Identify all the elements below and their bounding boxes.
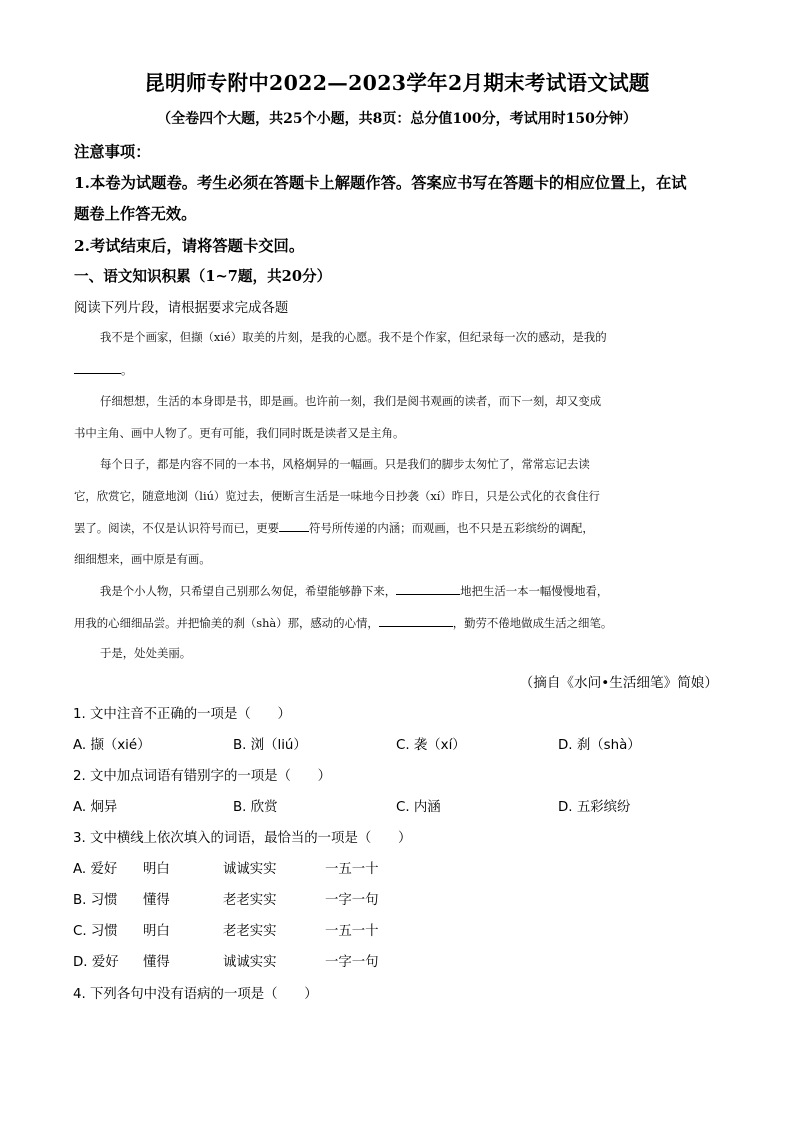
option-word: 一字一句 [325,893,379,908]
passage-p4-line-1-text-b: 地把生活一本一幅慢慢地看， [460,584,609,598]
fill-blank-1 [74,361,121,374]
question-3-option-d [73,951,379,970]
question-3-option-c [73,920,379,939]
passage-p4-line-2-text-b: ，勤劳不倦地做成生活之细笔。 [452,616,613,630]
question-2-option-a: A. 炯异 [73,800,118,815]
question-2-option-b: B. 欣赏 [233,800,278,815]
question-1-option-d: D. 刹（shà） [558,738,641,753]
question-2-option-c: C. 内涵 [396,800,441,815]
passage-source: （摘自《水问•生活细笔》简娘） [519,675,718,691]
option-word: 一五一十 [325,862,379,877]
notice-item-1-line-1: 1.本卷为试题卷。考生必须在答题卡上解题作答。答案应书写在答题卡的相应位置上，在试 [74,174,687,192]
option-word: 一字一句 [325,955,379,970]
notice-item-2: 2.考试结束后，请将答题卡交回。 [74,237,305,255]
option-word: 懂得 [143,955,170,970]
section-1-heading: 一、语文知识积累（1~7题，共20分） [74,268,332,285]
question-2-stem: 2. 文中加点词语有错别字的一项是（ ） [73,769,332,784]
passage-p3-line-3 [74,519,720,536]
notice-heading: 注意事项： [74,143,151,161]
passage-p4-line-2 [74,614,720,631]
question-4-stem: 4. 下列各句中没有语病的一项是（ ） [73,987,318,1002]
section-1-instruction: 阅读下列片段，请根据要求完成各题 [74,301,289,316]
passage-p2-line-2: 书中主角、画中人物了。更有可能，我们同时既是读者又是主角。 [74,426,405,440]
passage-p3-line-3-text-a: 罢了。阅读，不仅是认识符号而已，更要 [74,521,280,535]
passage-p4-line-2-text-a: 用我的心细细品尝。并把愉美的刹（shà）那，感动的心情， [74,616,379,630]
fill-blank-3 [396,582,460,595]
question-3-stem: 3. 文中横线上依次填入的词语，最恰当的一项是（ ） [73,831,412,846]
question-1-option-a: A. 撷（xié） [73,738,151,753]
option-word: 老老实实 [223,924,277,939]
option-word: 诚诚实实 [223,955,277,970]
passage-p3-line-1: 每个日子，都是内容不同的一本书，风格炯异的一幅画。只是我们的脚步太匆忙了，常常忘记去读 [100,457,590,471]
passage-p1-line-2-text: 。 [121,363,133,377]
passage-p4-line-1-text-a: 我是个小人物，只希望自己别那么匆促，希望能够静下来， [100,584,397,598]
option-word: D. 爱好 [73,955,119,970]
option-word: B. 习惯 [73,893,118,908]
question-1-option-c: C. 袭（xí） [396,738,466,753]
fill-blank-2 [279,519,309,532]
question-3-option-a [73,858,379,877]
question-1-option-b: B. 浏（liú） [233,738,307,753]
question-3-option-b [73,889,379,908]
option-word: 一五一十 [325,924,379,939]
passage-p3-line-3-text-b: 符号所传递的内涵；而观画，也不只是五彩缤纷的调配， [309,521,594,535]
option-word: 明白 [143,862,170,877]
option-word: 老老实实 [223,893,277,908]
fill-blank-4 [379,614,453,627]
option-word: 诚诚实实 [223,862,277,877]
passage-p4-line-1 [74,582,720,599]
exam-title: 昆明师专附中2022—2023学年2月期末考试语文试题 [144,71,650,95]
option-word: 明白 [143,924,170,939]
option-word: C. 习惯 [73,924,118,939]
option-word: A. 爱好 [73,862,118,877]
option-word: 懂得 [143,893,170,908]
passage-p1-line-1: 我不是个画家，但撷（xié）取美的片刻，是我的心愿。我不是个作家，但纪录每一次的感动，是我的 [100,330,607,344]
question-1-stem: 1. 文中注音不正确的一项是（ ） [73,707,291,722]
passage-p2-line-1: 仔细想想，生活的本身即是书，即是画。也许前一刻，我们是阅书观画的读者，而下一刻，却又变成 [100,394,602,408]
passage-p3-line-2: 它，欣赏它，随意地浏（liú）览过去，便断言生活是一味地今日抄袭（xí）昨日，只是公式化的衣食住行 [74,489,600,503]
question-2-option-d: D. 五彩缤纷 [558,800,631,815]
notice-item-1-line-2: 题卷上作答无效。 [74,205,197,223]
exam-subtitle: （全卷四个大题，共25个小题，共8页：总分值100分，考试用时150分钟） [157,111,637,127]
passage-p1-line-2 [74,361,720,378]
passage-p3-line-4: 细细想来，画中原是有画。 [74,552,211,566]
passage-p5: 于是，处处美丽。 [100,646,192,660]
